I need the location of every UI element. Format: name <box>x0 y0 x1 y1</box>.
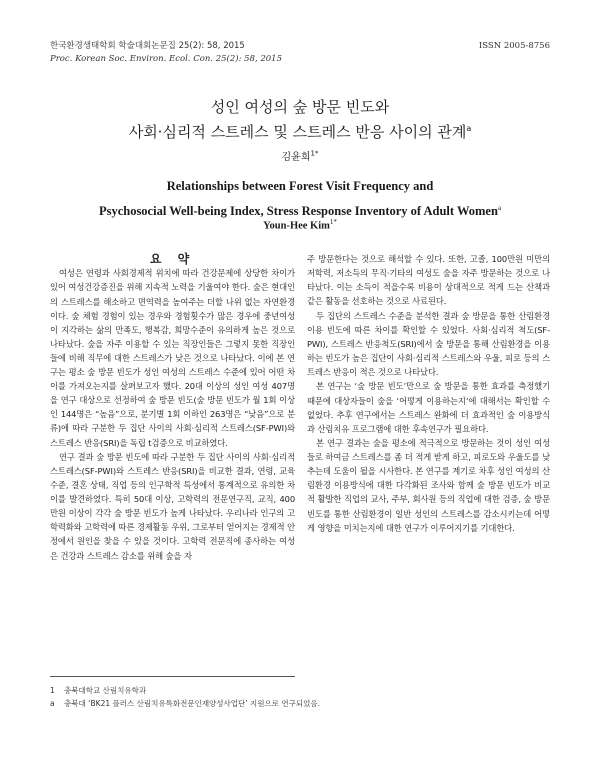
english-title <box>0 175 600 222</box>
footnote-divider <box>50 676 295 677</box>
korean-author-mark: 1* <box>310 149 319 158</box>
running-header <box>50 40 550 66</box>
english-author <box>0 218 600 232</box>
abstract-right-column <box>307 252 550 535</box>
issn: ISSN 2005-8756 <box>478 41 550 51</box>
abstract-paragraph: 연구 결과 숲 방문 빈도에 따라 구분한 두 집단 사이의 사회·심리적 스트레스(SF-PWI)와 스트레스 반응(SRI)을 비교한 결과, 연령, 교육수준, 결혼 상태, 직업 등의 인구학적 특성에서 통계적으로 유의한 차이를 발견하였다. 특히 50대 이상, 고학력의 전문연구직, 교직, 400만원 이상이 각각 숲 방문 빈도가 높게 나타났다. 우리나라 인구의 고학력화와 고학력에 따른 경제활동 우위, 그로부터 얻어지는 경제적 안정에서 원인을 찾을 수 있을 것이다. 고학력 전문직에 종사하는 여성은 건강과 스트레스 감소를 위해 숲을 자 <box>50 451 295 561</box>
korean-author <box>0 148 600 163</box>
title-footnote-mark: a <box>466 124 472 133</box>
english-author-name: Youn-Hee Kim <box>263 220 330 232</box>
korean-title-line1: 성인 여성의 숲 방문 빈도와 <box>210 98 390 116</box>
footnote-text: 충북대학교 산림치유학과 <box>64 686 147 695</box>
footnotes <box>50 684 550 710</box>
abstract-left-column <box>50 252 295 563</box>
english-title-line2: Psychosocial Well-being Index, Stress Response Inventory of Adult Women <box>98 204 498 219</box>
abstract-paragraph: 주 방문한다는 것으로 해석할 수 있다. 또한, 고졸, 100만원 미만의 저학력, 저소득의 무직·기타의 여성도 숲을 자주 방문하는 것으로 나타났다. 이는 소득이 적을수록 비용이 상대적으로 적게 드는 산책과 같은 활동을 선호하는 것으로 사료된다. <box>307 254 550 307</box>
abstract-paragraph: 두 집단의 스트레스 수준을 분석한 결과 숲 방문을 통한 산림환경이용 빈도에 따른 차이를 확인할 수 있었다. 사회·심리적 척도(SF-PWI), 스트레스 반응척도(SRI)에서 숲 방문을 통해 산림환경을 이용하는 빈도가 높은 집단이 사회·심리적 스트레스와 우울, 피로 등의 스트레스 반응이 적은 것으로 나타났다. <box>307 310 550 378</box>
footnote-mark: 1 <box>50 686 55 695</box>
journal-citation-en: Proc. Korean Soc. Environ. Ecol. Con. 25(2): 58, 2015 <box>50 54 282 64</box>
english-title-line1: Relationships between Forest Visit Frequency and <box>166 179 434 193</box>
footnote-text: 충북대 ‘BK21 플러스 산림치유특화전문인재양성사업단’ 지원으로 연구되었음. <box>64 699 321 708</box>
korean-author-name: 김윤희 <box>281 152 311 163</box>
abstract-paragraph: 본 연구 결과는 숲을 평소에 적극적으로 방문하는 것이 성인 여성들로 하여금 스트레스를 좀 더 적게 받게 하고, 피로도와 우울도를 낮추는데 도움이 될을 시사한다. 본 연구를 계기로 차후 성인 여성의 산림환경 이용방식에 대한 다각화된 조사와 함께 숲 방문 빈도가 비교적 활발한 직업의 교사, 주부, 회사원 등의 직업에 대한 검증, 숲 방문 빈도를 통한 산림환경이 일반 성인의 스트레스를 감소시키는데 어떻게 영향을 미치는지에 대한 연구가 이루어지기를 기대한다. <box>307 438 550 533</box>
abstract-paragraph: 여성은 연령과 사회경제적 위치에 따라 건강문제에 상당한 차이가 있어 여성건강증진을 위해 지속적 노력을 기울여야 한다. 숲은 현대인의 스트레스를 해소하고 면역력을 높여주는 더할 나위 없는 자연환경이다. 숲 체험 경험이 있는 경우와 경험횟수가 많은 경우에 중년여성이 지각하는 삶의 만족도, 행복감, 희망수준이 유의하게 높은 것으로 나타났다. 숲을 자주 이용할 수 있는 직장인들은 그렇지 못한 직장인들에 비해 직무에 대한 스트레스가 낮은 것으로 나타났다. 이에 본 연구는 평소 숲 방문 빈도가 성인 여성의 스트레스 수준에 있어 어떤 차이를 가져오는지를 살펴보고자 했다. 20대 이상의 성인 여성 407명을 연구 대상으로 선정하여 숲 방문 빈도(숲 방문 빈도가 월 1회 이상인 144명은 “높음”으로, 분기별 1회 이하인 263명은 “낮음”으로 분류)에 따라 구분한 두 집단 사이의 사회·심리적 스트레스(SF-PWI)와 스트레스 반응(SRI)을 독립 t검증으로 비교하였다. <box>50 268 295 448</box>
english-author-mark: 1* <box>329 218 337 226</box>
footnote-item <box>50 684 550 697</box>
abstract-paragraph: 본 연구는 ‘숲 방문 빈도’만으로 숲 방문을 통한 효과를 측정했기 때문에 대상자들이 숲을 ‘어떻게 이용하는지’에 대해서는 확인할 수 없었다. 추후 연구에서는 스트레스 완화에 더 효과적인 숲 이용방식과 산림치유 프로그램에 대한 후속연구가 필요하다. <box>307 381 550 434</box>
english-title-mark: a <box>497 204 502 212</box>
footnote-item <box>50 697 550 710</box>
korean-title-line2: 사회·심리적 스트레스 및 스트레스 반응 사이의 관계 <box>128 123 467 141</box>
korean-title <box>0 96 600 143</box>
journal-citation-ko: 한국환경생태학회 학술대회논문집 25(2): 58, 2015 <box>50 41 245 51</box>
footnote-mark: a <box>50 699 55 708</box>
abstract-heading: 요 약 <box>149 252 196 266</box>
